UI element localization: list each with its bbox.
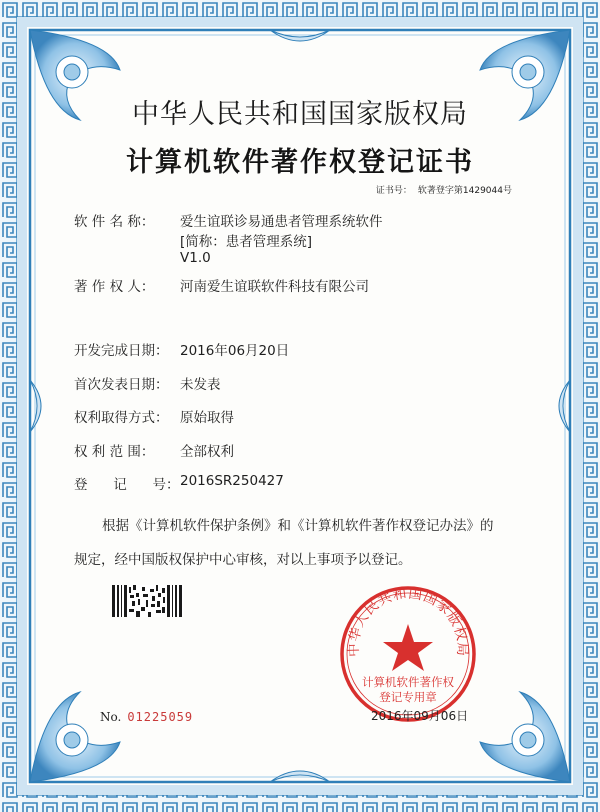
- issuer-title: 中华人民共和国国家版权局: [132, 99, 468, 130]
- serial-number: [100, 710, 193, 724]
- seal-ring-text: 中华人民共和国国家版权局: [345, 585, 471, 658]
- certificate-number-value: 软著登字第1429044号: [417, 186, 512, 196]
- statement-line-1: 根据《计算机软件保护条例》和《计算机软件著作权登记办法》的: [102, 518, 494, 534]
- barcode: [112, 585, 184, 617]
- software-name-label: 软 件 名 称：: [74, 214, 155, 230]
- reg-label: 登 记 号：: [74, 477, 180, 493]
- certificate-title: 计算机软件著作权登记证书: [126, 147, 474, 178]
- owner-label: 著 作 权 人：: [74, 279, 155, 295]
- statement-line-2: 规定，经中国版权保护中心审核，对以上事项予以登记。: [74, 552, 412, 568]
- reg-number: 2016SR250427: [180, 473, 284, 489]
- acquire-label: 权利取得方式：: [74, 410, 169, 426]
- owner-value: 河南爱生谊联软件科技有限公司: [180, 279, 369, 295]
- software-version: V1.0: [180, 250, 211, 266]
- official-seal: [338, 584, 478, 724]
- certificate-number: [376, 183, 512, 196]
- seal-star-icon: [383, 624, 433, 671]
- scope-value: 全部权利: [180, 444, 234, 460]
- dev-date-value: 2016年06月20日: [180, 343, 290, 359]
- software-short-name: [简称：患者管理系统]: [180, 234, 313, 250]
- pub-date-label: 首次发表日期：: [74, 377, 169, 393]
- software-name-value: 爱生谊联诊易通患者管理系统软件: [180, 214, 383, 230]
- seal-line-2: 登记专用章: [379, 690, 437, 704]
- certificate-number-label: 证书号：: [375, 186, 412, 196]
- issue-date: 2016年09月06日: [371, 709, 469, 723]
- statement-paragraph: [74, 509, 534, 577]
- scope-label: 权 利 范 围：: [74, 444, 155, 460]
- acquire-value: 原始取得: [180, 410, 234, 426]
- pub-date-value: 未发表: [180, 377, 221, 393]
- serial-number-label: No.: [100, 710, 122, 724]
- seal-line-1: 计算机软件著作权: [362, 675, 454, 689]
- serial-number-value: 01225059: [127, 710, 194, 724]
- dev-date-label: 开发完成日期：: [74, 343, 169, 359]
